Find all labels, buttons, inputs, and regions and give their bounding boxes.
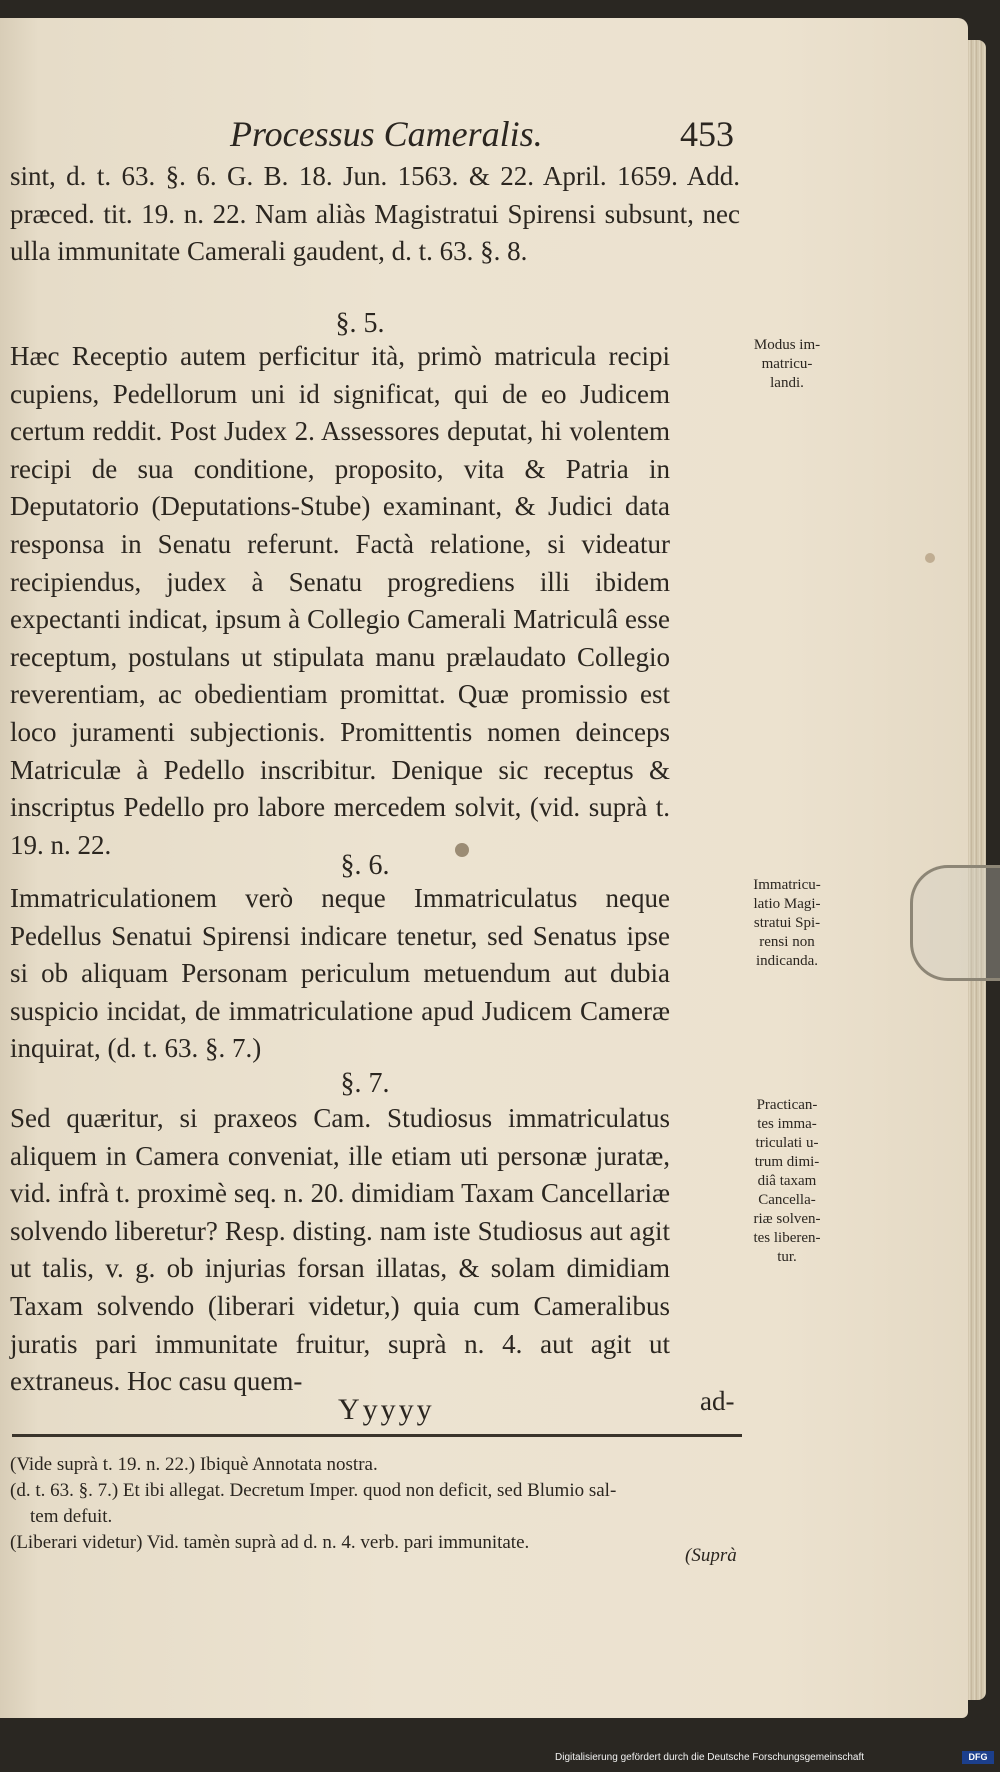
- footnote-line: tem defuit.: [30, 1506, 113, 1527]
- book-page: [0, 18, 968, 1718]
- marginal-note-5: Modus im- matricu- landi.: [753, 337, 821, 391]
- footnote-rule: [12, 1434, 742, 1437]
- bookmark-clip: [910, 865, 1000, 981]
- signature-mark: Yyyyy: [338, 1393, 435, 1426]
- footnote-line: (Vide suprà t. 19. n. 22.) Ibiquè Annotata nostra.: [10, 1454, 378, 1475]
- marginal-note-7: Practican- tes imma- triculati u- trum dimi- diâ taxam Cancella- riæ solven- tes liberen- tur.: [753, 1097, 821, 1265]
- catchword: ad-: [700, 1386, 735, 1416]
- section-7-text: Sed quæritur, si praxeos Cam. Studiosus immatriculatus aliquem in Camera conveniat, ille etiam uti personæ juratæ, vid. infrà t. proximè seq. n. 20. dimidiam Taxam Cancellariæ solvendo liberetur? Resp. disting. nam iste Studiosus aut agit ut talis, v. g. ob injurias forsan illatas, & solam dimidiam Taxam solvendo (liberari videtur,) quia cum Cameralibus juratis pari immunitate fruitur, suprà n. 4. aut agit ut extraneus. Hoc casu quem-: [10, 1103, 670, 1397]
- footnote-line: (d. t. 63. §. 7.) Et ibi allegat. Decretum Imper. quod non deficit, sed Blumio sal-: [10, 1480, 617, 1501]
- section-number-5: §. 5.: [335, 308, 385, 339]
- section-number-6: §. 6.: [340, 850, 390, 881]
- section-5-text: Hæc Receptio autem perficitur ità, primò matricula recipi cupiens, Pedellorum uni id significat, qui de eo Judicem certum reddit. Post Judex 2. Assessores deputat, hi volentem recipi de sua conditione, proposito, vita & Patria in Deputatorio (Deputations-Stube) examinant, & Judici data responsa in Senatu referunt. Factà relatione, si videatur recipiendus, judex à Senatu progrediens illi ibidem expectanti indicat, ipsum à Collegio Camerali Matriculâ esse receptum, postulans ut stipulata manu prælaudato Collegio reverentiam, ac obedientiam promittat. Quæ promissio est loco juramenti subjectionis. Promittentis nomen deinceps Matriculæ à Pedello inscribitur. Denique sic receptus & inscriptus Pedello pro labore mercedem solvit, (vid. suprà t. 19. n. 22.: [10, 341, 670, 860]
- intro-paragraph: sint, d. t. 63. §. 6. G. B. 18. Jun. 1563. & 22. April. 1659. Add. præced. tit. 19. n. 22. Nam aliàs Magistratui Spirensi subsunt, nec ulla immunitate Camerali gaudent, d. t. 63. §. 8.: [10, 161, 740, 267]
- ink-stain: [925, 553, 935, 563]
- digitization-credit: Digitalisierung gefördert durch die Deutsche Forschungsgemeinschaft: [555, 1752, 865, 1763]
- ink-stain: [455, 843, 469, 857]
- marginal-note-6: Immatricu- latio Magi- stratui Spi- rensi non indicanda.: [753, 877, 821, 969]
- page-number: 453: [680, 114, 734, 154]
- running-head: Processus Cameralis.: [230, 114, 543, 154]
- section-6-text: Immatriculationem verò neque Immatriculatus neque Pedellus Senatui Spirensi indicare tenetur, sed Senatus ipse si ob aliquam Personam periculum metuendum aut dubia suspicio incidat, de immatriculatione apud Judicem Cameræ inquirat, (d. t. 63. §. 7.): [10, 883, 670, 1064]
- dfg-logo: DFG: [962, 1751, 994, 1764]
- footnote-line: (Liberari videtur) Vid. tamèn suprà ad d. n. 4. verb. pari immunitate.: [10, 1532, 530, 1553]
- section-number-7: §. 7.: [340, 1068, 390, 1099]
- footnotes: [10, 1452, 740, 1556]
- footnote-catchword: (Suprà: [685, 1545, 737, 1566]
